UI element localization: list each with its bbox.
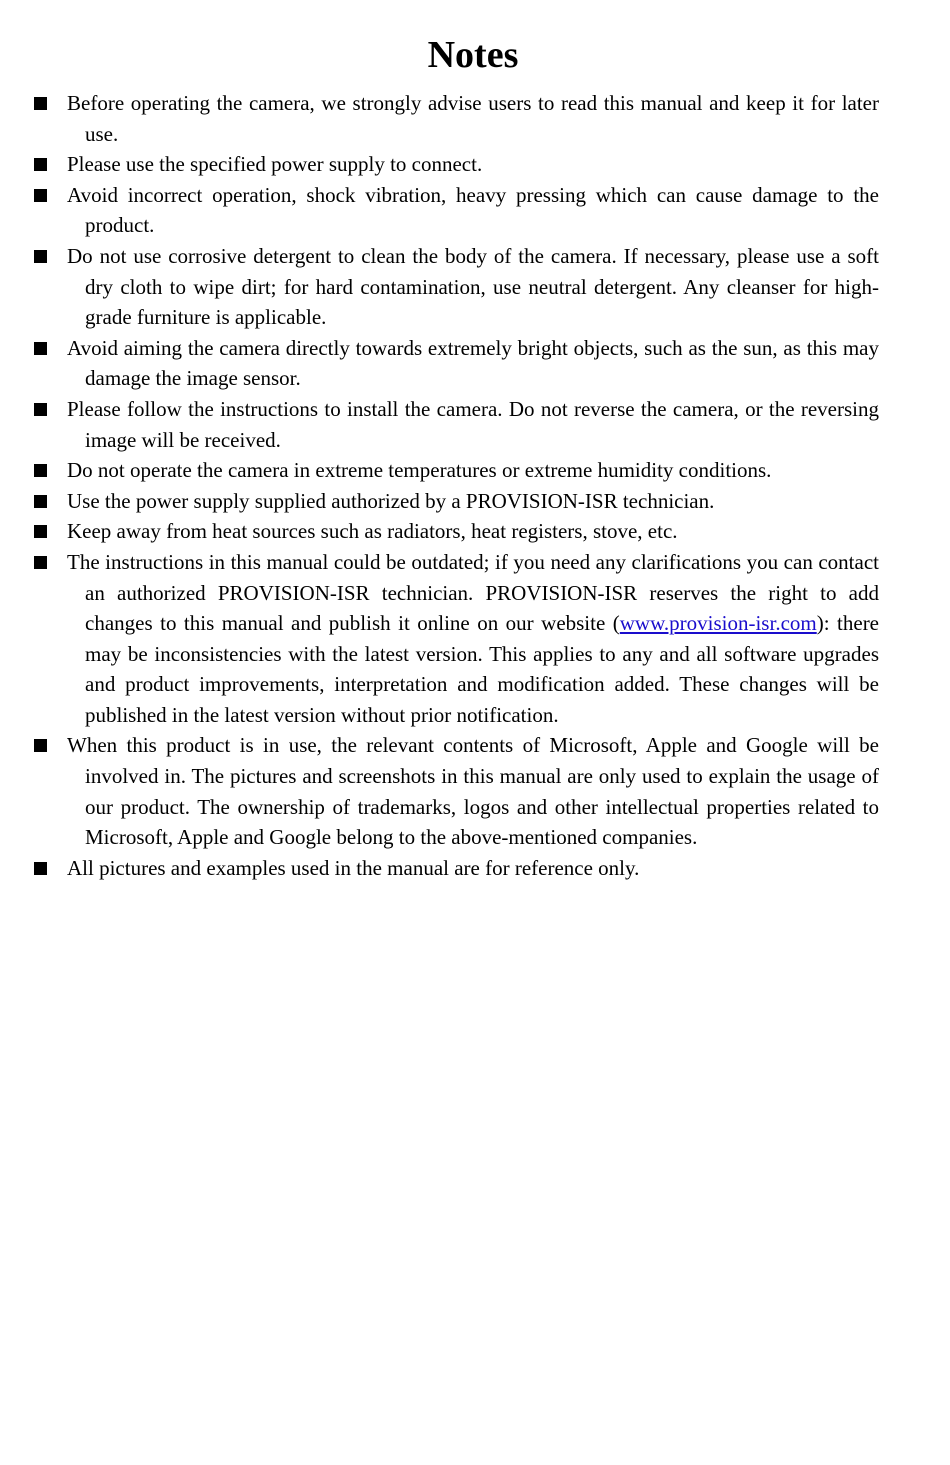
note-item xyxy=(0,333,879,394)
note-item xyxy=(0,88,879,149)
black-square-icon xyxy=(34,342,47,355)
note-text: Please use the specified power supply to connect. xyxy=(67,152,483,177)
note-text: Do not use corrosive detergent to clean the body of the camera. If necessary, please use a soft dry cloth to wipe dirt; for hard contamination, use neutral detergent. Any cleanser for high-grade furniture is applicable. xyxy=(67,243,879,330)
black-square-icon xyxy=(34,189,47,202)
note-text: Avoid aiming the camera directly towards extremely bright objects, such as the sun, as this may damage the image sensor. xyxy=(67,335,879,391)
note-text: Use the power supply supplied authorized by a PROVISION-ISR technician. xyxy=(67,488,715,513)
black-square-icon xyxy=(34,97,47,110)
black-square-icon xyxy=(34,739,47,752)
note-text: When this product is in use, the relevant contents of Microsoft, Apple and Google will be involved in. The pictures and screenshots in this manual are only used to explain the usage of our product. The ownership of trademarks, logos and other intellectual properties related to Microsoft, Apple and Google belong to the above-mentioned companies. xyxy=(67,733,879,850)
black-square-icon xyxy=(34,862,47,875)
note-text-before-link: The instructions in this manual could be outdated; if you need any clarifications you can contact an authorized PROVISION-ISR technician. PROVISION-ISR reserves the right to add changes to this manual and publish it online on our website ( xyxy=(67,549,879,636)
note-text: Before operating the camera, we strongly advise users to read this manual and keep it for later use. xyxy=(67,91,879,146)
note-item xyxy=(0,394,879,455)
black-square-icon xyxy=(34,495,47,508)
note-text: Keep away from heat sources such as radiators, heat registers, stove, etc. xyxy=(67,519,678,544)
note-text: Please follow the instructions to install the camera. Do not reverse the camera, or the reversing image will be received. xyxy=(67,396,879,452)
note-text-after-link: ): there may be inconsistencies with the latest version. This applies to any and all software upgrades and product improvements, interpretation and modification added. These changes will be published in the latest version without prior notification. xyxy=(85,611,880,727)
note-item xyxy=(0,547,879,731)
website-link[interactable]: www.provision-isr.com xyxy=(619,611,817,636)
note-item xyxy=(0,486,879,517)
note-item xyxy=(0,180,879,241)
black-square-icon xyxy=(34,158,47,171)
note-text: Do not operate the camera in extreme temperatures or extreme humidity conditions. xyxy=(67,458,772,483)
note-item xyxy=(0,516,879,547)
black-square-icon xyxy=(34,250,47,263)
black-square-icon xyxy=(34,464,47,477)
note-item xyxy=(0,455,879,486)
notes-list xyxy=(0,88,950,883)
page-title: Notes xyxy=(427,34,519,77)
black-square-icon xyxy=(34,525,47,538)
note-item xyxy=(0,853,879,884)
note-text: Avoid incorrect operation, shock vibration, heavy pressing which can cause damage to the product. xyxy=(67,182,879,238)
note-text: All pictures and examples used in the manual are for reference only. xyxy=(67,855,640,880)
note-item xyxy=(0,149,879,180)
black-square-icon xyxy=(34,403,47,416)
black-square-icon xyxy=(34,556,47,569)
note-item xyxy=(0,241,879,333)
note-item xyxy=(0,730,879,852)
